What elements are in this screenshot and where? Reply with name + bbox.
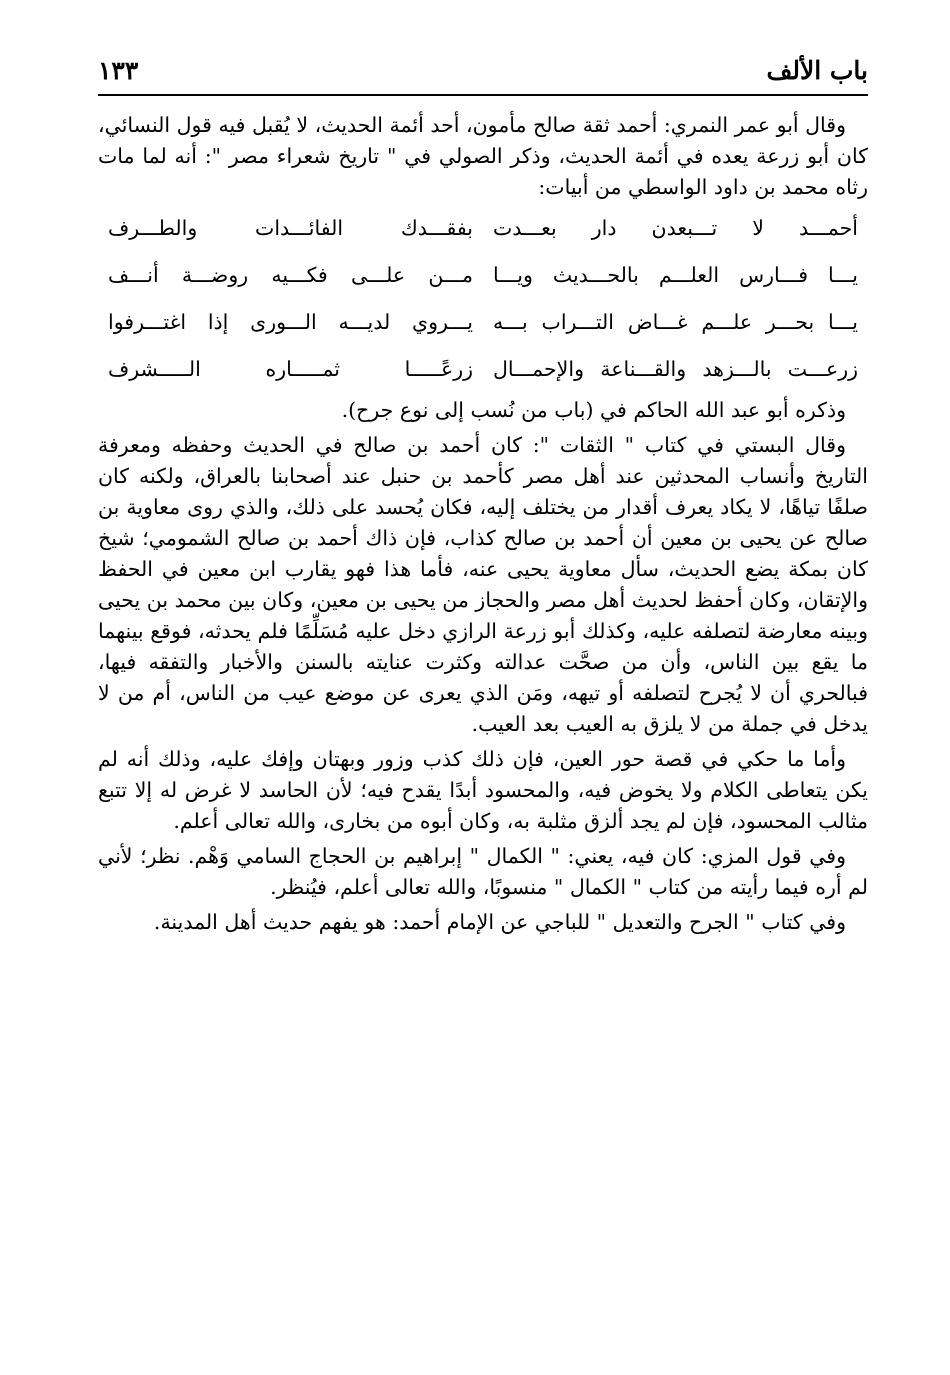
paragraph: وقال أبو عمر النمري: أحمد ثقة صالح مأمون، أحد أئمة الحديث، لا يُقبل فيه قول النسائي، كان أبو زرعة يعده في أئمة الحديث، وذكر الصولي في " تاريخ شعراء مصر ": أنه لما مات رثاه محمد بن داود الواسطي من أبيات: (98, 113, 868, 199)
verse-second-hemistich: يـــروي لديـــه الـــورى إذا اغتـــرفوا (108, 310, 473, 334)
paragraph: وذكره أبو عبد الله الحاكم في (باب من نُسب إلى نوع جرح). (341, 398, 846, 422)
page-body (98, 110, 868, 938)
verse-first-hemistich: أحمـــد لا تـــبعدن دار بعـــدت (493, 216, 858, 240)
verse-line (98, 205, 868, 252)
verse-second-hemistich: زرعًـــــا ثمـــــاره الـــــشرف (108, 357, 473, 381)
verse-line (98, 346, 868, 393)
chapter-title: باب الألف (766, 56, 868, 85)
page-header (98, 48, 868, 96)
verse-first-hemistich: يـــا بحـــر علـــم غـــاض التـــراب بـــه (493, 310, 858, 334)
verse-second-hemistich: مـــن علـــى فكـــيه روضـــة أنـــف (108, 263, 473, 287)
paragraph: وفي كتاب " الجرح والتعديل " للباجي عن الإمام أحمد: هو يفهم حديث أهل المدينة. (153, 910, 846, 934)
verse-first-hemistich: زرعـــت بالـــزهد والقـــناعة والإحمـــال (493, 357, 858, 381)
verse-first-hemistich: يـــا فـــارس العلـــم بالحـــديث ويـــا (493, 263, 858, 287)
poem-verses (98, 205, 868, 393)
verse-line (98, 299, 868, 346)
paragraph: وأما ما حكي في قصة حور العين، فإن ذلك كذب وزور وبهتان وإفك عليه، وذلك أنه لم يكن يتعاطى الكلام ولا يخوض فيه، والمحسود أبدًا يقدح فيه؛ لأن الحاسد لا غرض له إلا تتبع مثالب المحسود، فإن لم يجد ألزق مثلبة به، وكان أبوه من بخارى، والله تعالى أعلم. (98, 747, 868, 833)
paragraph: وفي قول المزي: كان فيه، يعني: " الكمال " إبراهيم بن الحجاج السامي وَهْم. نظر؛ لأني لم أره فيما رأيته من كتاب " الكمال " منسوبًا، والله تعالى أعلم، فيُنظر. (98, 844, 868, 899)
page-number: ١٣٣ (98, 56, 139, 85)
verse-line (98, 252, 868, 299)
paragraph: وقال البستي في كتاب " الثقات ": كان أحمد بن صالح في الحديث وحفظه ومعرفة التاريخ وأنساب المحدثين عند أهل مصر كأحمد بن حنبل عند أصحابنا بالعراق، ولكنه كان صلفًا تياهًا، لا يكاد يعرف أقدار من يختلف إليه، فكان يُحسد على ذلك، والذي روى معاوية بن صالح عن يحيى بن معين أن أحمد بن صالح كذاب، فإن ذاك أحمد بن صالح الشمومي؛ شيخ كان بمكة يضع الحديث، سأل معاوية يحيى عنه، فأما هذا فهو يقارب ابن معين في الحفظ والإتقان، وكان أحفظ لحديث أهل مصر والحجاز من يحيى بن معين، وكان بين محمد بن يحيى وبينه معارضة لتصلفه عليه، وكذلك أبو زرعة الرازي دخل عليه مُسَلِّمًا فلم يحدثه، فوقع بينهما ما يقع بين الناس، وأن من صحَّت عدالته وكثرت عنايته بالسنن والأخبار والتفقه فيها، فبالحري أن لا يُجرح لتصلفه أو تيهه، ومَن الذي يعرى عن موضع عيب من الناس، أم من لا يدخل في جملة من لا يلزق به العيب بعد العيب. (98, 433, 868, 736)
verse-second-hemistich: بفقـــدك الفائـــدات والطـــرف (108, 216, 473, 240)
